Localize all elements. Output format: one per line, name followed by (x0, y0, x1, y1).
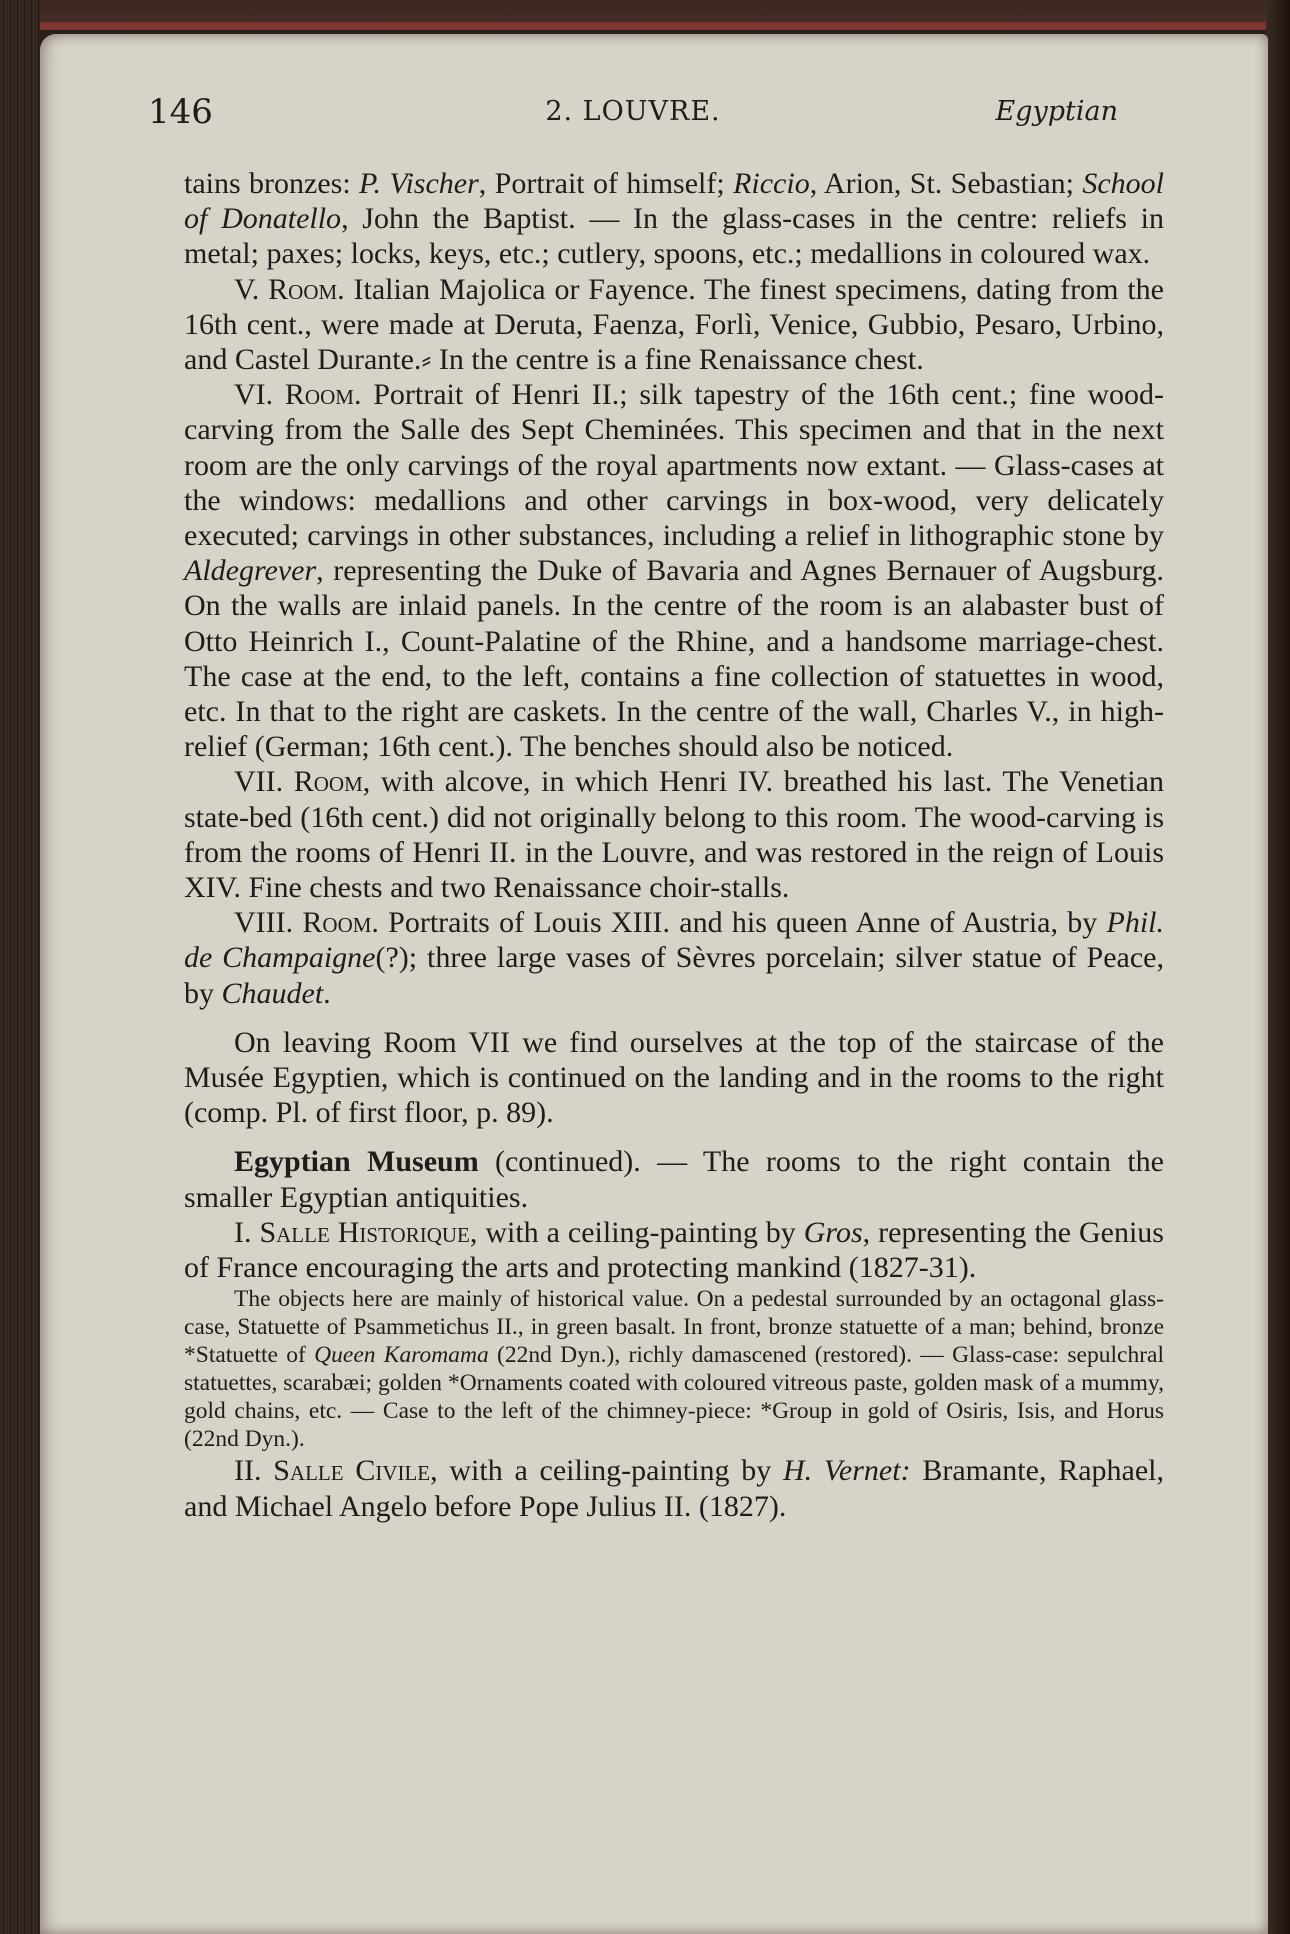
section-name: Egyptian (995, 96, 1118, 127)
object-name: Queen Karomama (314, 1342, 489, 1369)
artist-name: Gros (803, 1215, 863, 1249)
artist-name: Riccio (733, 167, 810, 200)
page-body (184, 166, 1164, 1524)
room-label: Room (293, 765, 363, 799)
artist-name: School of Donatello (184, 167, 1165, 236)
book-binding-red-edge (30, 22, 1270, 30)
salle-label: Salle Civile (273, 1454, 431, 1488)
paragraph-salle-civile: II. Salle Civile, with a ceiling-painting by H. Vernet: Bramante, Raphael, and Michael Angelo before Pope Julius II. (1827). (184, 1454, 1164, 1523)
artist-name: Phil. de Champaigne (184, 906, 1164, 975)
paragraph-room-v: V. Room. Italian Majolica or Fayence. The finest specimens, dating from the 16th cent., were made at Deruta, Faenza, Forlì, Venice, Gubbio, Pesaro, Urbino, and Castel Durante.⸗ In the centre is a fine Renaissance chest. (184, 272, 1164, 377)
book-cover-edge-right (1266, 0, 1290, 1934)
artist-name: P. Vischer (359, 167, 479, 200)
room-label: Room (302, 906, 372, 940)
book-page-edges-left (0, 0, 40, 1934)
paragraph-leaving-room: On leaving Room VII we find ourselves at the top of the staircase of the Musée Egyptien, which is continued on the landing and in the rooms to the right (comp. Pl. of first floor, p. 89). (184, 1025, 1164, 1130)
section-heading: Egyptian Museum (234, 1145, 479, 1179)
room-label: Room (268, 272, 338, 306)
paragraph-egyptian-museum: Egyptian Museum (continued). — The rooms to the right contain the smaller Egyptian antiquities. (184, 1145, 1164, 1214)
paragraph-salle-historique: I. Salle Historique, with a ceiling-painting by Gros, representing the Genius of France encouraging the arts and protecting mankind (1827-31). (184, 1215, 1164, 1285)
salle-label: Salle Historique (259, 1215, 470, 1249)
artist-name: Chaudet (221, 976, 324, 1010)
running-title: 2. LOUVRE. (545, 96, 721, 127)
paragraph-room-viii: VIII. Room. Portraits of Louis XIII. and his queen Anne of Austria, by Phil. de Champaigne(?); three large vases of Sèvres porcelain; silver statue of Peace, by Chaudet. (184, 906, 1164, 1010)
paragraph-bronzes: tains bronzes: P. Vischer, Portrait of himself; Riccio, Arion, St. Sebastian; School of Donatello, John the Baptist. — In the glass-cases in the centre: reliefs in metal; paxes; locks, keys, etc.; cutlery, spoons, etc.; medallions in coloured wax. (184, 167, 1165, 271)
artist-name: Aldegrever (184, 554, 317, 588)
room-label: Room (284, 378, 354, 412)
page-number: 146 (148, 92, 213, 132)
artist-name: H. Vernet: (783, 1454, 911, 1488)
paragraph-room-vi: VI. Room. Portrait of Henri II.; silk tapestry of the 16th cent.; fine wood-carving from the Salle des Sept Cheminées. This specimen and that in the next room are the only carvings of the royal apartments now extant. — Glass-cases at the windows: medallions and other carvings in box-wood, very delicately executed; carvings in other substances, including a relief in lithographic stone by Aldegrever, representing the Duke of Bavaria and Agnes Bernauer of Augsburg. On the walls are inlaid panels. In the centre of the room is an alabaster bust of Otto Heinrich I., Count-Palatine of the Rhine, and a handsome marriage-chest. The case at the end, to the left, contains a fine collection of statuettes in wood, etc. In that to the right are caskets. In the centre of the wall, Charles V., in high-relief (German; 16th cent.). The benches should also be noticed. (184, 378, 1165, 764)
page-header (148, 92, 1118, 136)
paragraph-small-print: The objects here are mainly of historical value. On a pedestal surrounded by an octagonal glass-case, Statuette of Psammetichus II., in green basalt. In front, bronze statuette of a man; behind, bronze *Statuette of Queen Karomama (22nd Dyn.), richly damascened (restored). — Glass-case: sepulchral statuettes, scarabæi; golden *Ornaments coated with coloured vitreous paste, golden mask of a mummy, gold chains, etc. — Case to the left of the chimney-piece: *Group in gold of Osiris, Isis, and Horus (22nd Dyn.). (184, 1286, 1164, 1453)
paragraph-room-vii: VII. Room, with alcove, in which Henri IV. breathed his last. The Venetian state-bed (16th cent.) did not originally belong to this room. The wood-carving is from the rooms of Henri II. in the Louvre, and was restored in the reign of Louis XIV. Fine chests and two Renaissance choir-stalls. (184, 765, 1164, 905)
